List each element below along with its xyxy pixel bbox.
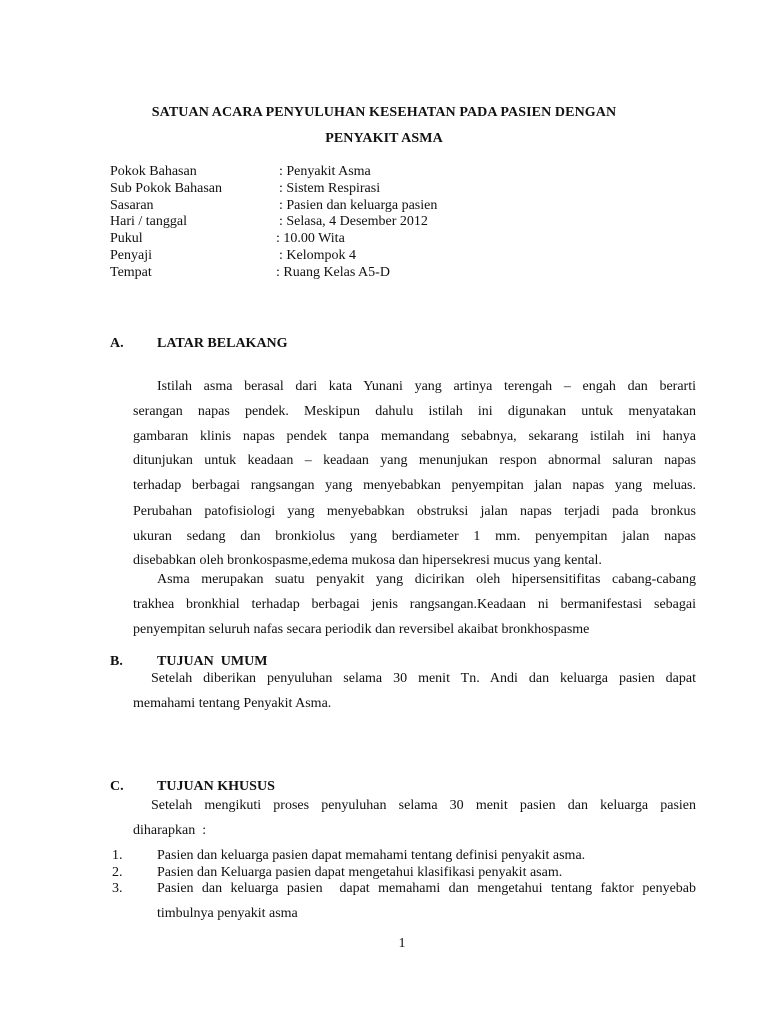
document-title-line-2: PENYAKIT ASMA <box>325 131 443 146</box>
meta-label-sub-pokok-bahasan: Sub Pokok Bahasan <box>110 181 222 196</box>
list-item-number: 2. <box>112 865 123 880</box>
paragraph-line: disebabkan oleh bronkospasme,edema mukosa dan hipersekresi mucus yang kental. <box>133 553 602 568</box>
paragraph-line: Setelah mengikuti proses penyuluhan selama 30 menit pasien dan keluarga pasien <box>151 798 696 813</box>
meta-label-pokok-bahasan: Pokok Bahasan <box>110 164 197 179</box>
meta-label-hari-tanggal: Hari / tanggal <box>110 214 187 229</box>
paragraph-line: diharapkan : <box>133 823 207 838</box>
list-item: Pasien dan keluarga pasien dapat memahami tentang definisi penyakit asma. <box>157 848 586 863</box>
paragraph-line: trakhea bronkhial terhadap berbagai jenis rangsangan.Keadaan ni bermanifestasi sebagai <box>133 597 696 612</box>
list-item-number: 3. <box>112 881 123 896</box>
section-b-letter: B. <box>110 654 123 669</box>
section-c-heading: TUJUAN KHUSUS <box>157 779 275 794</box>
meta-value-hari-tanggal: : Selasa, 4 Desember 2012 <box>279 214 428 229</box>
paragraph-line: Asma merupakan suatu penyakit yang dicirikan oleh hipersensitifitas cabang-cabang <box>157 572 696 587</box>
paragraph-line: terhadap berbagai rangsangan yang menyebabkan penyempitan jalan napas yang meluas. <box>133 478 696 493</box>
paragraph-line: Setelah diberikan penyuluhan selama 30 menit Tn. Andi dan keluarga pasien dapat <box>151 671 696 686</box>
list-item: Pasien dan keluarga pasien dapat memahami dan mengetahui tentang faktor penyebab <box>157 881 696 896</box>
list-item-number: 1. <box>112 848 123 863</box>
paragraph-line: ukuran sedang dan bronkiolus yang berdiameter 1 mm. penyempitan jalan napas <box>133 529 696 544</box>
paragraph-line: serangan napas pendek. Meskipun dahulu istilah ini digunakan untuk menyatakan <box>133 404 696 419</box>
list-item: Pasien dan Keluarga pasien dapat mengetahui klasifikasi penyakit asam. <box>157 865 563 880</box>
paragraph-line: Perubahan patofisiologi yang menyebabkan obstruksi jalan napas terjadi pada bronkus <box>133 504 696 519</box>
paragraph-line: gambaran klinis napas pendek tanpa memandang sebabnya, sekarang istilah ini hanya <box>133 429 696 444</box>
meta-value-sub-pokok-bahasan: : Sistem Respirasi <box>279 181 381 196</box>
meta-label-pukul: Pukul <box>110 231 143 246</box>
meta-value-sasaran: : Pasien dan keluarga pasien <box>279 198 438 213</box>
meta-label-sasaran: Sasaran <box>110 198 154 213</box>
paragraph-line: ditunjukan untuk keadaan – keadaan yang menunjukan respon abnormal saluran napas <box>133 453 696 468</box>
meta-label-tempat: Tempat <box>110 265 152 280</box>
paragraph-line: penyempitan seluruh nafas secara periodik dan reversibel akaibat bronkhospasme <box>133 622 590 637</box>
page-number: 1 <box>398 936 406 951</box>
meta-value-pukul: : 10.00 Wita <box>276 231 345 246</box>
document-title-line-1: SATUAN ACARA PENYULUHAN KESEHATAN PADA PASIEN DENGAN <box>151 105 617 120</box>
paragraph-line: Istilah asma berasal dari kata Yunani yang artinya terengah – engah dan berarti <box>157 379 696 394</box>
paragraph-line: memahami tentang Penyakit Asma. <box>133 696 332 711</box>
section-a-letter: A. <box>110 336 124 351</box>
section-b-heading: TUJUAN UMUM <box>157 654 268 669</box>
meta-value-penyaji: : Kelompok 4 <box>279 248 356 263</box>
section-c-letter: C. <box>110 779 124 794</box>
meta-value-pokok-bahasan: : Penyakit Asma <box>279 164 371 179</box>
section-a-heading: LATAR BELAKANG <box>157 336 288 351</box>
list-item-continuation: timbulnya penyakit asma <box>157 906 298 921</box>
meta-label-penyaji: Penyaji <box>110 248 152 263</box>
meta-value-tempat: : Ruang Kelas A5-D <box>276 265 390 280</box>
